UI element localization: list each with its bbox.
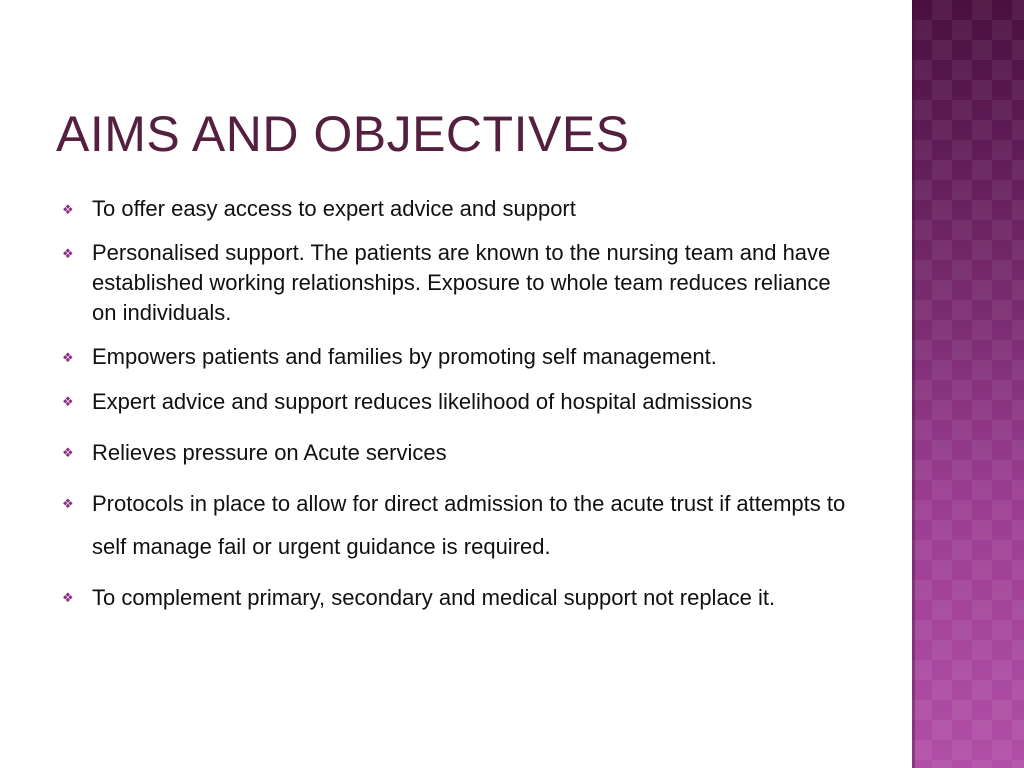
bullet-text: Expert advice and support reduces likelihood of hospital admissions: [92, 389, 753, 414]
bullet-item: [62, 238, 852, 328]
bullet-text: To offer easy access to expert advice and support: [92, 196, 576, 221]
bullet-item: [62, 576, 852, 619]
bullet-text: Protocols in place to allow for direct admission to the acute trust if attempts to self manage fail or urgent guidance is required.: [92, 491, 846, 559]
bullet-text: Empowers patients and families by promoting self management.: [92, 344, 717, 369]
bullet-item: [62, 482, 852, 568]
decorative-side-band: [912, 0, 1024, 768]
bullet-item: [62, 380, 852, 423]
diamond-bullet-icon: ❖: [62, 350, 74, 365]
diamond-bullet-icon: ❖: [62, 202, 74, 217]
bullet-text: Relieves pressure on Acute services: [92, 440, 447, 465]
diamond-bullet-icon: ❖: [62, 590, 74, 605]
diamond-bullet-icon: ❖: [62, 496, 74, 511]
bullet-text: To complement primary, secondary and medical support not replace it.: [92, 585, 776, 610]
slide-title: AIMS AND OBJECTIVES: [56, 106, 630, 162]
diamond-bullet-icon: ❖: [62, 246, 74, 261]
diamond-bullet-icon: ❖: [62, 394, 74, 409]
diamond-bullet-icon: ❖: [62, 445, 74, 460]
bullet-item: [62, 342, 852, 372]
bullet-list: [62, 194, 852, 619]
bullet-item: [62, 194, 852, 224]
bullet-text: Personalised support. The patients are known to the nursing team and have established working relationships. Exposure to whole team reduces reliance on individuals.: [92, 240, 831, 325]
bullet-item: [62, 431, 852, 474]
